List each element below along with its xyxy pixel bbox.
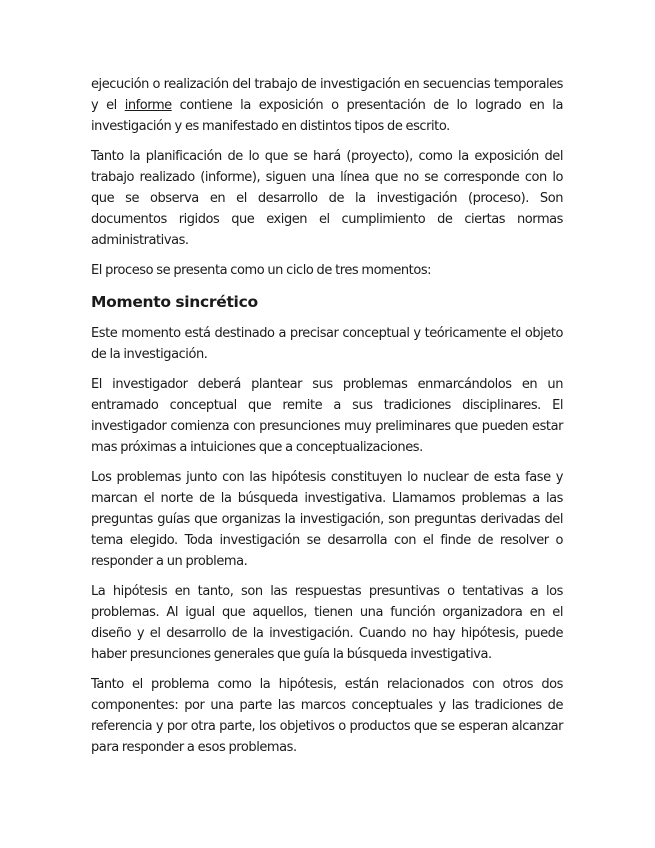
paragraph-2: Tanto la planificación de lo que se hará (proyecto), como la exposición del trabajo realizado (informe), siguen una línea que no se corresponde con lo que se observa en el desarrollo de la investigación (proceso). Son documentos rigidos que exigen el cumplimiento de ciertas normas administrativas. (91, 149, 563, 248)
paragraph-1-start: ejecución o realización del trabajo de investigación en secuencias temporales y el (91, 77, 563, 113)
paragraph-8: Tanto el problema como la hipótesis, están relacionados con otros dos componentes: por una parte las marcos conceptuales y las tradiciones de referencia y por otra parte, los objetivos o productos que se esperan alcanzar para responder a esos problemas. (91, 677, 563, 755)
paragraph-5: El investigador deberá plantear sus problemas enmarcándolos en un entramado conceptual que remite a sus tradiciones disciplinares. El investigador comienza con presunciones muy preliminares que pueden estar mas próximas a intuiciones que a conceptualizaciones. (91, 377, 563, 455)
paragraph-1-end: contiene la exposición o presentación de lo logrado en la investigación y es manifestado en distintos tipos de escrito. (91, 98, 563, 134)
paragraph-7: La hipótesis en tanto, son las respuestas presuntivas o tentativas a los problemas. Al igual que aquellos, tienen una función organizadora en el diseño y el desarrollo de la investigación. Cuando no hay hipótesis, puede haber presunciones generales que guía la búsqueda investigativa. (91, 584, 563, 662)
paragraph-4: Este momento está destinado a precisar conceptual y teóricamente el objeto de la investigación. (91, 326, 563, 362)
paragraph-6: Los problemas junto con las hipótesis constituyen lo nuclear de esta fase y marcan el norte de la búsqueda investigativa. Llamamos problemas a las preguntas guías que organizas la investigación, son preguntas derivadas del tema elegido. Toda investigación se desarrolla con el finde de resolver o responder a un problema. (91, 470, 563, 569)
underlined-term-informe: informe (124, 98, 172, 113)
document-body (91, 74, 563, 767)
paragraph-3: El proceso se presenta como un ciclo de tres momentos: (91, 263, 432, 278)
section-heading: Momento sincrético (91, 293, 258, 311)
paragraph-1 (91, 74, 563, 137)
